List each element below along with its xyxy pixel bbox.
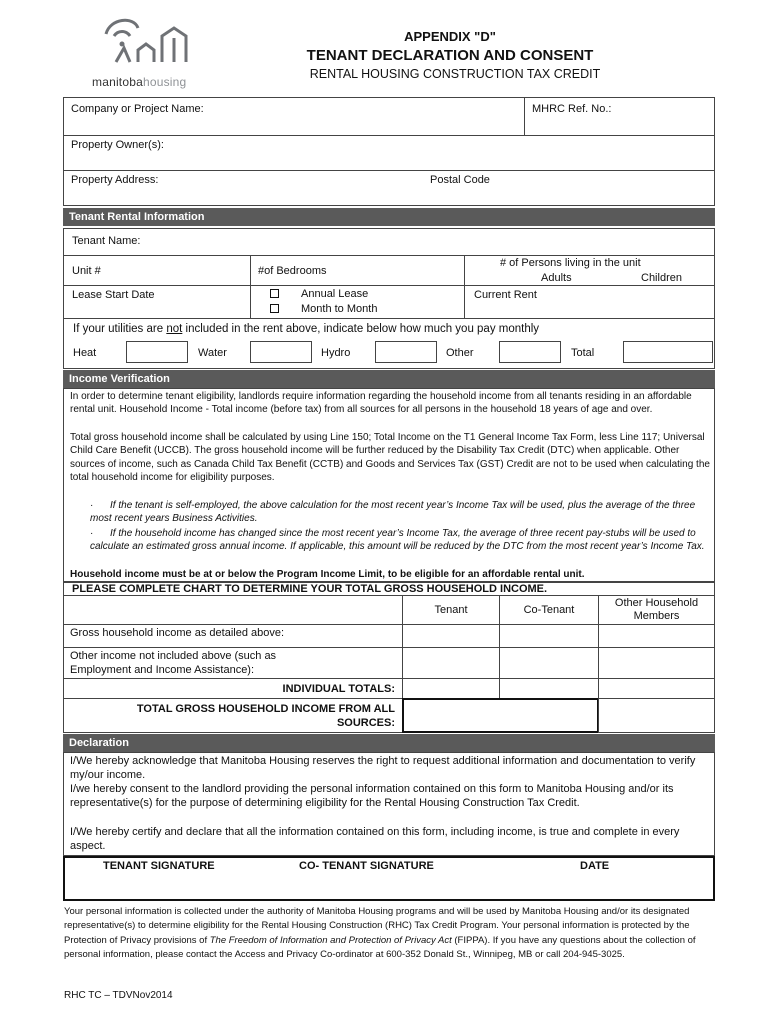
chart-row-gross: Gross household income as detailed above: xyxy=(70,627,285,639)
income-bullet-1: · If the tenant is self-employed, the above calculation for the most recent year’s Income Tax will be used, plus the average of the three most recent years Business Activities. xyxy=(90,500,696,525)
utilities-not: not xyxy=(166,323,183,335)
hydro-input[interactable] xyxy=(375,341,437,363)
children-label: Children xyxy=(641,272,682,284)
gross-other-input[interactable] xyxy=(598,624,715,648)
income-limit-note: Household income must be at or below the Program Income Limit, to be eligible for an affordable rental unit. xyxy=(70,569,585,580)
unit-label: Unit # xyxy=(72,265,101,277)
income-bullet-2: · If the household income has changed since the most recent year’s Income Tax, the average of three recent pay-stubs will be used to calculate an estimated gross annual income. If applicable, this amount will be reduced by the DTC from the most recent year’s Income Tax. xyxy=(90,528,705,553)
bedrooms-label: #of Bedrooms xyxy=(258,265,327,277)
hydro-label: Hydro xyxy=(321,347,351,359)
owner-label: Property Owner(s): xyxy=(71,139,164,151)
other-other-input[interactable] xyxy=(598,647,715,679)
income-paragraph-1: In order to determine tenant eligibility, landlords require information regarding the household income from all tenants residing in an affordable rental unit. Household Income - Total income (before tax) from all sources for all persons in the household 18 years of age and over. xyxy=(70,391,692,416)
form-title: TENANT DECLARATION AND CONSENT xyxy=(306,47,594,64)
individual-cotenant-input[interactable] xyxy=(499,678,599,699)
company-label: Company or Project Name: xyxy=(71,103,204,115)
total-label: Total xyxy=(571,347,595,359)
appendix-label: APPENDIX "D" xyxy=(404,29,496,44)
chart-row-other: Other income not included above (such as Employment and Income Assistance): xyxy=(70,650,277,676)
address-field[interactable] xyxy=(63,170,715,206)
adults-label: Adults xyxy=(541,272,572,284)
manitoba-housing-logo xyxy=(92,14,212,88)
privacy-act-name: The Freedom of Information and Protection of Privacy Act xyxy=(209,934,452,946)
chart-heading-row xyxy=(63,582,715,596)
income-verification-header: Income Verification xyxy=(63,370,715,388)
annual-lease-option[interactable] xyxy=(270,288,368,300)
chart-heading: PLEASE COMPLETE CHART TO DETERMINE YOUR TOTAL GROSS HOUSEHOLD INCOME. xyxy=(72,583,548,595)
lease-start-label: Lease Start Date xyxy=(72,289,155,301)
gross-tenant-input[interactable] xyxy=(402,624,500,648)
declaration-paragraph-3: I/We hereby certify and declare that all the information contained on this form, including income, is true and complete in every aspect. xyxy=(70,826,680,853)
month-to-month-option[interactable] xyxy=(270,303,377,315)
income-paragraph-2: Total gross household income shall be calculated by using Line 150; Total Income on the T1 General Income Tax Form, less Line 117; Universal Child Care Benefit (UCCB). The gross household income will be further reduced by the Disability Tax Credit (DTC) when applicable. Other sources of income, such as Canada Child Tax Benefit (CCTB) and Goods and Services Tax (GST) Credit are not to be used when calculating the total household income for eligibility purposes. xyxy=(70,432,710,484)
total-gross-input[interactable] xyxy=(402,698,599,733)
privacy-notice: Your personal information is collected under the authority of Manitoba Housing programs and will be used by Manitoba Housing and/or its designated representative(s) to determine eligibility for the Rental Housing Construction (RHC) Tax Credit Program. Your personal information is protected by the Protection of Privacy provisions of The Freedom of Information and Protection of Privacy Act (FIPPA). If you have any questions about the collection of personal information, please contact the Access and Privacy Co-ordinator at 600-352 Donald St., Winnipeg, MB or call 204-945-3025. xyxy=(64,906,696,961)
other-input[interactable] xyxy=(499,341,561,363)
total-input[interactable] xyxy=(623,341,713,363)
tenant-name-field[interactable] xyxy=(63,228,715,256)
date-label: DATE xyxy=(580,860,610,872)
cotenant-signature-label: CO- TENANT SIGNATURE xyxy=(299,860,434,872)
tenant-rental-header: Tenant Rental Information xyxy=(63,208,715,226)
other-label: Other xyxy=(446,347,474,359)
chart-col-cotenant: Co-Tenant xyxy=(523,604,575,616)
month-to-month-label: Month to Month xyxy=(301,303,378,315)
address-label: Property Address: xyxy=(71,174,159,186)
annual-lease-label: Annual Lease xyxy=(301,288,369,300)
logo-text-main: manitoba xyxy=(92,75,143,89)
chart-desc-header-cell xyxy=(63,595,403,625)
declaration-paragraph-2: I/we hereby consent to the landlord providing the personal information contained on this form to Manitoba Housing and/or its representative(s) for the purpose of determining eligibility for the Rental Housing Construction Tax Credit. xyxy=(70,783,674,810)
house-family-icon xyxy=(92,14,202,70)
persons-label: # of Persons living in the unit xyxy=(500,257,641,269)
chart-col-other: Other Household Members xyxy=(614,597,699,622)
utilities-instruction: If your utilities are not included in the rent above, indicate below how much you pay monthly xyxy=(73,323,540,335)
water-input[interactable] xyxy=(250,341,312,363)
gross-cotenant-input[interactable] xyxy=(499,624,599,648)
logo-text-accent: housing xyxy=(142,75,187,89)
heat-input[interactable] xyxy=(126,341,188,363)
individual-tenant-input[interactable] xyxy=(402,678,500,699)
tenant-signature-label: TENANT SIGNATURE xyxy=(103,860,215,872)
chart-row-individual: INDIVIDUAL TOTALS: xyxy=(282,683,395,695)
form-subtitle: RENTAL HOUSING CONSTRUCTION TAX CREDIT xyxy=(309,67,601,81)
total-blank-cell xyxy=(598,698,715,733)
tenant-name-label: Tenant Name: xyxy=(72,235,141,247)
declaration-header: Declaration xyxy=(63,734,715,752)
postal-label: Postal Code xyxy=(430,174,490,186)
month-to-month-checkbox[interactable] xyxy=(270,304,279,313)
current-rent-label: Current Rent xyxy=(474,289,537,301)
annual-lease-checkbox[interactable] xyxy=(270,289,279,298)
individual-other-input[interactable] xyxy=(598,678,715,699)
other-tenant-input[interactable] xyxy=(402,647,500,679)
chart-col-tenant: Tenant xyxy=(434,604,468,616)
other-cotenant-input[interactable] xyxy=(499,647,599,679)
mhrc-label: MHRC Ref. No.: xyxy=(532,103,612,115)
declaration-paragraph-1: I/We hereby acknowledge that Manitoba Housing reserves the right to request additional information and documentation to verify my/our income. xyxy=(70,755,696,782)
form-code: RHC TC – TDVNov2014 xyxy=(64,990,173,1001)
water-label: Water xyxy=(198,347,227,359)
heat-label: Heat xyxy=(73,347,97,359)
chart-row-total: TOTAL GROSS HOUSEHOLD INCOME FROM ALL SOURCES: xyxy=(136,703,395,729)
